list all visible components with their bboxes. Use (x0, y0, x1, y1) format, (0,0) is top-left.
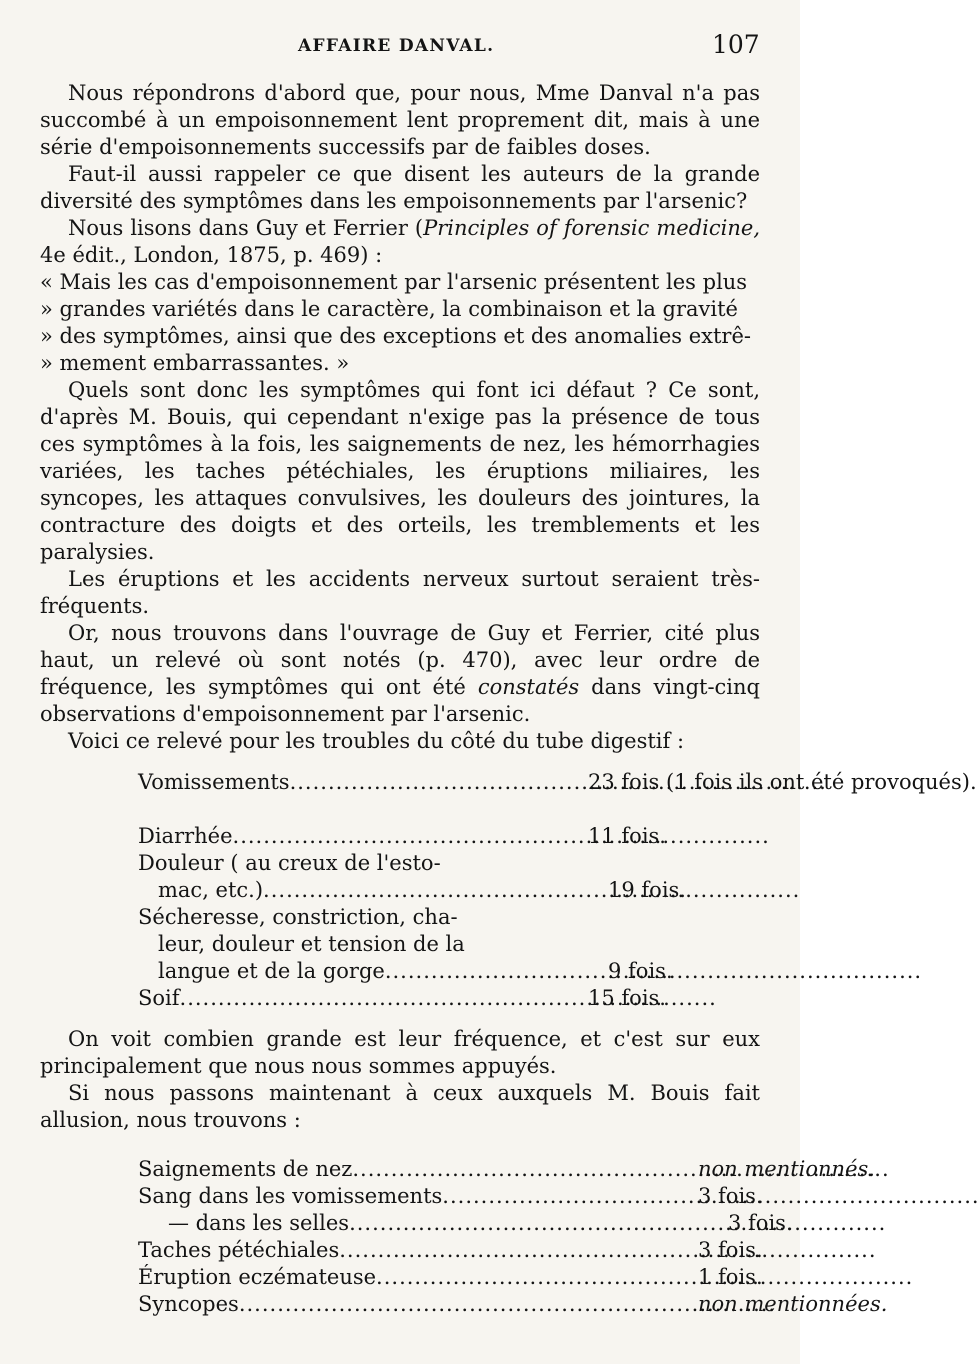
symptom-label: Vomissements (138, 770, 290, 794)
paragraph-3-text: Nous lisons dans Guy et Ferrier ( (68, 216, 424, 240)
symptom-count: 3 fois. (698, 1238, 763, 1262)
other-symptoms-table (40, 1156, 888, 1318)
page-number: 107 (712, 30, 760, 59)
table-row (40, 850, 760, 877)
symptom-label: Syncopes (138, 1292, 239, 1316)
table-row (40, 769, 977, 796)
symptom-label: Diarrhée (138, 824, 233, 848)
symptom-note: (1 fois ils ont été provoqués). (666, 770, 977, 794)
symptom-label: Soif (138, 986, 180, 1010)
symptom-count: 1 fois. (698, 1265, 763, 1289)
symptom-count: non mentionnées. (698, 1292, 888, 1316)
symptom-count: 9 fois. (608, 959, 673, 983)
quote-line: » des symptômes, ainsi que des exceptions et des anomalies extrê- (40, 324, 751, 348)
symptom-label: Éruption eczémateuse (138, 1265, 377, 1289)
symptom-count: 11 fois. (588, 824, 666, 848)
symptom-label-cont: leur, douleur et tension de la (158, 932, 465, 956)
symptom-label: Douleur ( au creux de l'esto- (138, 851, 441, 875)
quote-line: » mement embarrassantes. » (40, 351, 350, 375)
symptom-label-cont: langue et de la gorge (158, 959, 385, 983)
symptom-label: Saignements de nez (138, 1157, 353, 1181)
table-row (40, 1237, 763, 1264)
table-row (40, 1291, 888, 1318)
table-row (40, 958, 760, 985)
symptom-count: non mentionnés. (698, 1157, 875, 1181)
table-row (40, 877, 760, 904)
book-title: Principles of forensic medicine, (423, 216, 760, 240)
symptom-count: 3 fois. (728, 1211, 793, 1235)
symptom-label: Taches pétéchiales (138, 1238, 340, 1262)
quote-line: « Mais les cas d'empoisonnement par l'arsenic présentent les plus (40, 270, 748, 294)
digestive-symptoms-table (40, 769, 977, 1012)
table-row (40, 904, 760, 931)
running-title: AFFAIRE DANVAL. (298, 36, 495, 56)
table-row (40, 1210, 793, 1237)
paragraph-8: On voit combien grande est leur fréquence, et c'est sur eux principalement que nous nous sommes appuyés. (40, 1027, 760, 1078)
symptom-label: — dans les selles (168, 1211, 350, 1235)
paragraph-3 (40, 215, 760, 269)
paragraph-7: Voici ce relevé pour les troubles du côté du tube digestif : (68, 729, 685, 753)
table-row (40, 1183, 763, 1210)
symptom-count: 15 fois. (588, 986, 666, 1010)
symptom-label: Sécheresse, constriction, cha- (138, 905, 458, 929)
symptom-label: Sang dans les vomissements (138, 1184, 443, 1208)
table-row (40, 1156, 875, 1183)
symptom-count: 19 fois. (608, 878, 686, 902)
symptom-label-cont: mac, etc.) (158, 878, 264, 902)
emphasis: constatés (477, 675, 580, 699)
paragraph-3-citation: 4e édit., London, 1875, p. 469) : (40, 243, 383, 267)
table-row (40, 1264, 763, 1291)
paragraph-2: Faut-il aussi rappeler ce que disent les auteurs de la grande diversité des symptômes dans les empoisonnements par l'arsenic? (40, 162, 760, 213)
page-header (0, 30, 800, 70)
table-row (40, 985, 760, 1012)
quote-line: » grandes variétés dans le caractère, la combinaison et la gravité (40, 297, 738, 321)
paragraph-9: Si nous passons maintenant à ceux auxquels M. Bouis fait allusion, nous trouvons : (40, 1081, 760, 1132)
symptom-count: 3 fois. (698, 1184, 763, 1208)
paragraph-6-end: dans vingt-cinq observations d'empoisonnement par l'arsenic. (40, 675, 760, 726)
paragraph-4: Quels sont donc les symptômes qui font ici défaut ? Ce sont, d'après M. Bouis, qui cependant n'exige pas la présence de tous ces symptômes à la fois, les saignements de nez, les hémorrhagies variées, les taches pétéchiales, les éruptions miliaires, les syncopes, les attaques convulsives, les douleurs des jointures, la contracture des doigts et des orteils, les tremblements et les paralysies. (40, 378, 760, 564)
paragraph-1: Nous répondrons d'abord que, pour nous, Mme Danval n'a pas succombé à un empoisonnement lent proprement dit, mais à une série d'empoisonnements successifs par de faibles doses. (40, 81, 760, 159)
paragraph-6 (40, 620, 760, 728)
block-quote (40, 269, 760, 377)
paragraph-6-text: Or, nous trouvons dans l'ouvrage de Guy et Ferrier, cité plus haut, un relevé où sont notés (p. 470), avec leur ordre de fréquence, les symptômes qui ont été (40, 621, 760, 699)
table-row (40, 823, 760, 850)
table-row (40, 931, 760, 958)
paragraph-5: Les éruptions et les accidents nerveux surtout seraient très-fréquents. (40, 567, 760, 618)
symptom-count: 23 fois (1 fois ils ont été provoqués). (588, 770, 977, 794)
page-body (40, 80, 977, 1318)
